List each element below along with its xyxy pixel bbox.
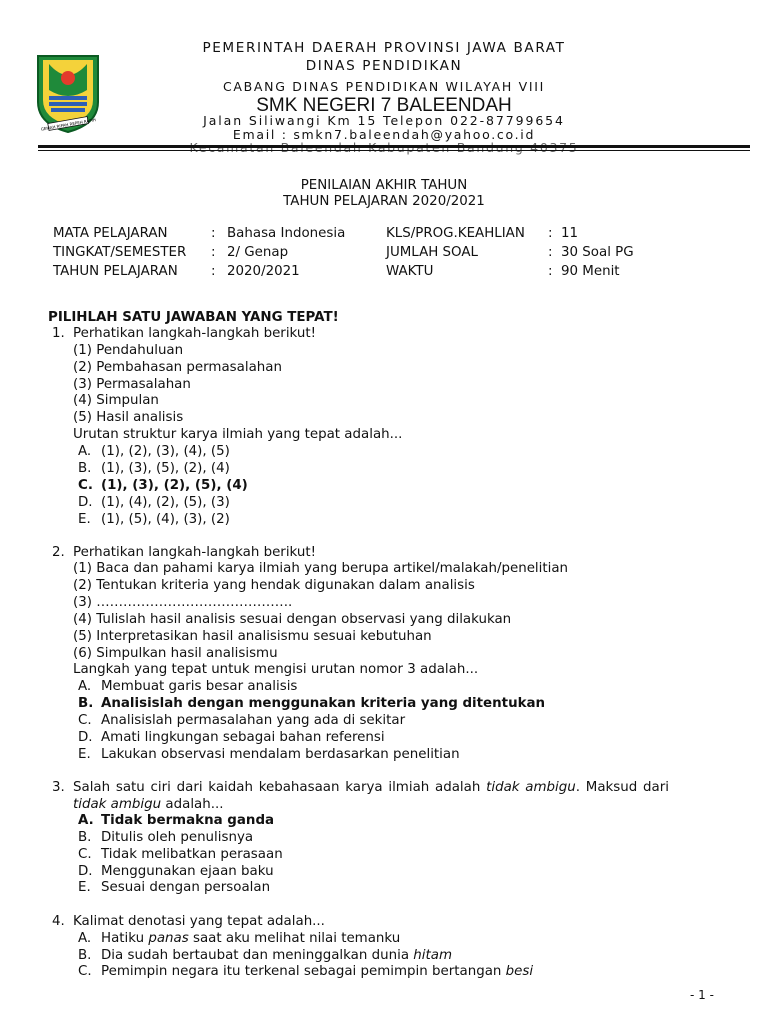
info-value: 30 Soal PG — [561, 245, 634, 260]
header-email: Email : smkn7.baleendah@yahoo.co.id — [232, 127, 536, 142]
question-stem-line1: Salah satu ciri dari kaidah kebahasaan karya ilmiah adalah tidak ambigu. Maksud dari — [73, 780, 669, 795]
question-number: 3. — [52, 780, 65, 795]
option-letter: E. — [78, 512, 91, 527]
option-letter: E. — [78, 880, 91, 895]
page-number: - 1 - — [690, 988, 714, 1002]
question-stem: Perhatikan langkah-langkah berikut! — [73, 326, 316, 341]
option-letter: C. — [78, 847, 92, 862]
option-letter: C. — [78, 964, 92, 979]
option-text: Membuat garis besar analisis — [101, 679, 298, 694]
info-colon: : — [548, 264, 553, 279]
header-address: Jalan Siliwangi Km 15 Telepon 022-87799654 — [203, 113, 565, 128]
info-label: TINGKAT/SEMESTER — [53, 245, 187, 260]
step-item: (4) Simpulan — [73, 393, 159, 408]
question-number: 2. — [52, 545, 65, 560]
option-letter-answer: B. — [78, 696, 94, 711]
option-text: Dia sudah bertaubat dan meninggalkan dunia hitam — [101, 948, 452, 963]
header-divider-thick — [38, 145, 750, 148]
info-colon: : — [548, 226, 553, 241]
option-text: (1), (5), (4), (3), (2) — [101, 512, 230, 527]
info-value: 90 Menit — [561, 264, 620, 279]
option-letter: A. — [78, 931, 92, 946]
step-item-blank: (3) …………………………………….. — [73, 595, 293, 610]
option-letter: D. — [78, 864, 93, 879]
step-item: (1) Pendahuluan — [73, 343, 184, 358]
option-text: Menggunakan ejaan baku — [101, 864, 274, 879]
option-letter: A. — [78, 444, 92, 459]
option-text: Pemimpin negara itu terkenal sebagai pemimpin bertangan besi — [101, 964, 534, 979]
option-text: Tidak melibatkan perasaan — [101, 847, 283, 862]
logo-motto: GEMAH RIPAH REPEH RAPIH — [40, 117, 97, 132]
question-prompt: Langkah yang tepat untuk mengisi urutan nomor 3 adalah... — [73, 662, 479, 677]
info-value: Bahasa Indonesia — [227, 226, 346, 241]
header-government: PEMERINTAH DAERAH PROVINSI JAWA BARAT — [202, 40, 566, 56]
option-text: (1), (4), (2), (5), (3) — [101, 495, 230, 510]
header-school-name: SMK NEGERI 7 BALEENDAH — [256, 95, 512, 116]
exam-title: PENILAIAN AKHIR TAHUN — [300, 178, 468, 193]
option-text: Sesuai dengan persoalan — [101, 880, 271, 895]
step-item: (5) Interpretasikan hasil analisismu sesuai kebutuhan — [73, 629, 432, 644]
option-letter: B. — [78, 461, 92, 476]
option-text: Analisislah permasalahan yang ada di sekitar — [101, 713, 406, 728]
option-letter: D. — [78, 495, 93, 510]
info-label: TAHUN PELAJARAN — [53, 264, 178, 279]
option-letter: A. — [78, 679, 92, 694]
info-colon: : — [211, 245, 216, 260]
option-letter: D. — [78, 730, 93, 745]
option-letter-answer: A. — [78, 813, 94, 828]
option-text-answer: Tidak bermakna ganda — [101, 813, 275, 828]
question-prompt: Urutan struktur karya ilmiah yang tepat adalah... — [73, 427, 403, 442]
option-text-answer: (1), (3), (2), (5), (4) — [101, 478, 248, 493]
info-value: 11 — [561, 226, 579, 241]
header-agency: DINAS PENDIDIKAN — [305, 58, 463, 74]
question-number: 1. — [52, 326, 65, 341]
header-divider-thin — [38, 150, 750, 151]
info-colon: : — [211, 226, 216, 241]
question-stem: Kalimat denotasi yang tepat adalah... — [73, 914, 325, 929]
option-text: (1), (2), (3), (4), (5) — [101, 444, 230, 459]
option-letter: B. — [78, 948, 92, 963]
question-stem: Perhatikan langkah-langkah berikut! — [73, 545, 316, 560]
exam-year-title: TAHUN PELAJARAN 2020/2021 — [283, 194, 485, 209]
option-letter: C. — [78, 713, 92, 728]
option-text: (1), (3), (5), (2), (4) — [101, 461, 230, 476]
step-item: (2) Tentukan kriteria yang hendak digunakan dalam analisis — [73, 578, 475, 593]
info-colon: : — [548, 245, 553, 260]
header-branch: CABANG DINAS PENDIDIKAN WILAYAH VIII — [222, 79, 546, 94]
emphasis-term: hitam — [413, 948, 452, 963]
step-item: (1) Baca dan pahami karya ilmiah yang berupa artikel/malakah/penelitian — [73, 561, 569, 576]
instruction: PILIHLAH SATU JAWABAN YANG TEPAT! — [48, 310, 339, 325]
option-text-answer: Analisislah dengan menggunakan kriteria yang ditentukan — [101, 696, 546, 711]
info-value: 2/ Genap — [227, 245, 289, 260]
step-item: (4) Tulislah hasil analisis sesuai dengan observasi yang dilakukan — [73, 612, 512, 627]
option-text: Ditulis oleh penulisnya — [101, 830, 254, 845]
emphasis-term: panas — [148, 931, 189, 946]
emphasis-term: besi — [505, 964, 534, 979]
option-letter: E. — [78, 747, 91, 762]
emphasis-term: tidak ambigu — [486, 780, 576, 795]
emphasis-term: tidak ambigu — [73, 797, 162, 812]
step-item: (6) Simpulkan hasil analisismu — [73, 646, 278, 661]
step-item: (2) Pembahasan permasalahan — [73, 360, 282, 375]
info-colon: : — [211, 264, 216, 279]
info-label: MATA PELAJARAN — [53, 226, 168, 241]
question-number: 4. — [52, 914, 65, 929]
step-item: (3) Permasalahan — [73, 377, 191, 392]
info-label: KLS/PROG.KEAHLIAN — [386, 226, 525, 241]
info-value: 2020/2021 — [227, 264, 300, 279]
option-letter-answer: C. — [78, 478, 93, 493]
option-text: Amati lingkungan sebagai bahan referensi — [101, 730, 385, 745]
option-text: Lakukan observasi mendalam berdasarkan penelitian — [101, 747, 460, 762]
info-label: WAKTU — [386, 264, 434, 279]
option-text: Hatiku panas saat aku melihat nilai temanku — [101, 931, 401, 946]
step-item: (5) Hasil analisis — [73, 410, 184, 425]
option-letter: B. — [78, 830, 92, 845]
info-label: JUMLAH SOAL — [386, 245, 478, 260]
question-stem-line2: tidak ambigu adalah... — [73, 797, 224, 812]
